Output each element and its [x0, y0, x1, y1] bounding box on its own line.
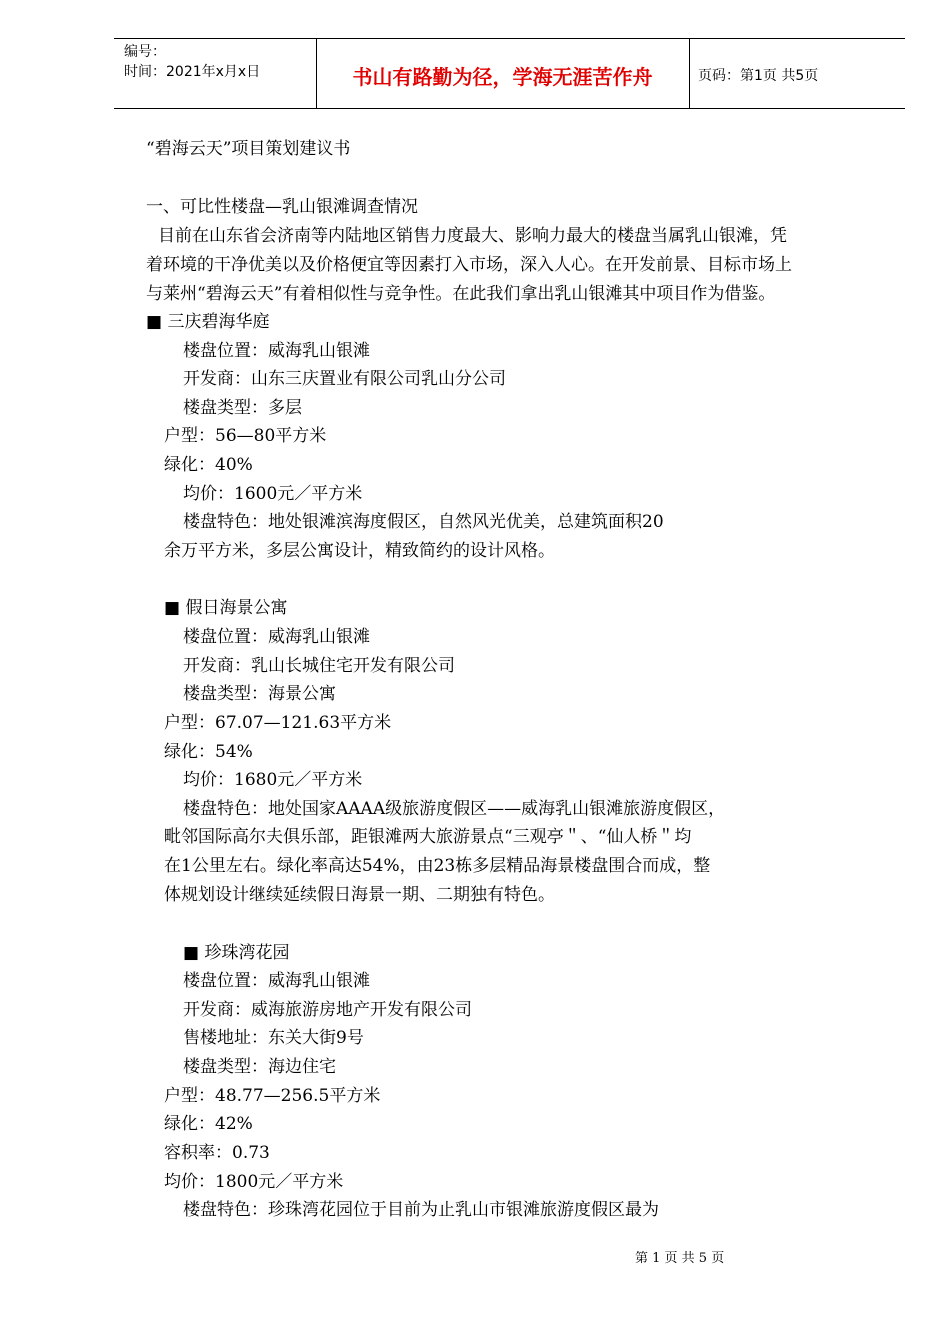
project-detail: 体规划设计继续延续假日海景一期、二期独有特色。 — [164, 885, 555, 905]
project-detail: 毗邻国际高尔夫俱乐部，距银滩两大旅游景点“三观亭＂、“仙人桥＂均 — [164, 827, 692, 847]
project-detail: 户型：67.07—121.63平方米 — [164, 713, 392, 733]
project-heading: ■ 三庆碧海华庭 — [146, 312, 270, 332]
project-heading: ■ 假日海景公寓 — [164, 598, 288, 618]
intro-line: 着环境的干净优美以及价格便宜等因素打入市场，深入人心。在开发前景、目标市场上 — [146, 255, 792, 275]
page-header — [114, 38, 905, 109]
project-detail: 开发商：乳山长城住宅开发有限公司 — [183, 656, 455, 676]
project-detail: 开发商：山东三庆置业有限公司乳山分公司 — [183, 369, 506, 389]
intro-line: 目前在山东省会济南等内陆地区销售力度最大、影响力最大的楼盘当属乳山银滩，凭 — [158, 226, 787, 246]
project-detail: 户型：48.77—256.5平方米 — [164, 1086, 381, 1106]
header-divider — [689, 39, 690, 108]
project-detail: 楼盘类型：海景公寓 — [183, 684, 336, 704]
project-detail: 在1公里左右。绿化率高达54%，由23栋多层精品海景楼盘围合而成，整 — [164, 856, 711, 876]
project-detail: 均价：1800元／平方米 — [164, 1172, 344, 1192]
page-footer: 第 1 页 共 5 页 — [635, 1251, 725, 1266]
project-detail: 绿化：54% — [164, 742, 253, 762]
project-detail: 售楼地址：东关大街9号 — [183, 1028, 364, 1048]
project-heading: ■ 珍珠湾花园 — [183, 943, 290, 963]
document-title: “碧海云天”项目策划建议书 — [146, 139, 351, 159]
header-page-info: 页码：第1页 共5页 — [698, 68, 819, 84]
project-detail: 均价：1600元／平方米 — [183, 484, 363, 504]
intro-line: 与莱州“碧海云天”有着相似性与竞争性。在此我们拿出乳山银滩其中项目作为借鉴。 — [146, 284, 776, 304]
project-detail: 楼盘特色：地处银滩滨海度假区，自然风光优美，总建筑面积20 — [183, 512, 664, 532]
project-detail: 楼盘类型：海边住宅 — [183, 1057, 336, 1077]
project-detail: 楼盘位置：威海乳山银滩 — [183, 971, 370, 991]
project-detail: 余万平方米，多层公寓设计，精致简约的设计风格。 — [164, 541, 555, 561]
header-meta — [124, 42, 260, 82]
section-heading: 一、可比性楼盘—乳山银滩调查情况 — [146, 197, 418, 217]
document-time: 时间：2021年x月x日 — [124, 64, 261, 80]
project-detail: 绿化：40% — [164, 455, 253, 475]
project-detail: 楼盘位置：威海乳山银滩 — [183, 627, 370, 647]
project-detail: 楼盘类型：多层 — [183, 398, 302, 418]
project-detail: 楼盘特色：地处国家AAAA级旅游度假区——威海乳山银滩旅游度假区， — [183, 799, 726, 819]
project-detail: 均价：1680元／平方米 — [183, 770, 363, 790]
project-detail: 楼盘位置：威海乳山银滩 — [183, 341, 370, 361]
project-detail: 绿化：42% — [164, 1114, 253, 1134]
project-detail: 户型：56—80平方米 — [164, 426, 327, 446]
project-detail: 容积率：0.73 — [164, 1143, 270, 1163]
document-number: 编号： — [124, 44, 166, 60]
project-detail: 开发商：威海旅游房地产开发有限公司 — [183, 1000, 472, 1020]
header-motto: 书山有路勤为径，学海无涯苦作舟 — [352, 65, 653, 89]
project-detail: 楼盘特色：珍珠湾花园位于目前为止乳山市银滩旅游度假区最为 — [183, 1200, 659, 1220]
